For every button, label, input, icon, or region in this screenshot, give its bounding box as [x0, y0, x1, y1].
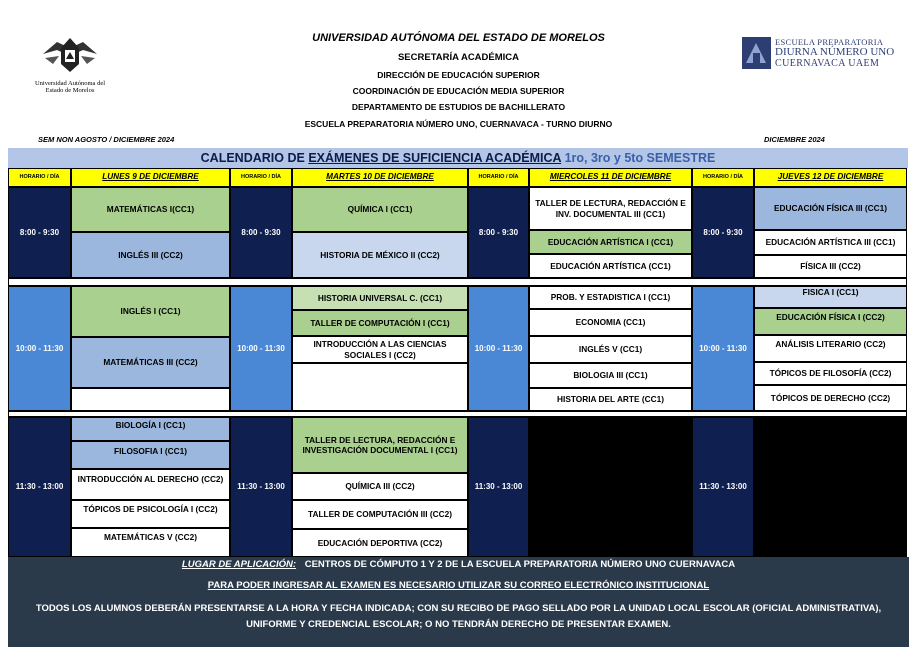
exam-cell: PROB. Y ESTADISTICA I (CC1) — [529, 286, 692, 309]
exam-cell: TALLER DE LECTURA, REDACCIÓN E INV. DOCUMENTAL III (CC1) — [529, 187, 692, 230]
exam-cell: ANÁLISIS LITERARIO (CC2) — [754, 335, 907, 362]
exam-cell: FISICA I (CC1) — [754, 286, 907, 308]
uaem-logo-text-2: Estado de Morelos — [45, 86, 95, 94]
day-header-monday: LUNES 9 DE DICIEMBRE — [71, 168, 230, 187]
exam-cell: BIOLOGÍA I (CC1) — [71, 417, 230, 441]
time-slot-1-thu: 8:00 - 9:30 — [692, 187, 754, 278]
exam-cell: EDUCACIÓN ARTÍSTICA I (CC1) — [529, 230, 692, 254]
horario-header-1: HORARIO / DÍA — [8, 168, 71, 187]
exam-cell: MATEMÁTICAS V (CC2) — [71, 528, 230, 557]
day-header-tuesday: MARTES 10 DE DICIEMBRE — [292, 168, 468, 187]
exam-cell: QUÍMICA III (CC2) — [292, 473, 468, 500]
uaem-logo-text: Universidad Autónoma del — [34, 80, 106, 87]
exam-cell: HISTORIA UNIVERSAL C. (CC1) — [292, 286, 468, 310]
title-suffix: 1ro, 3ro y 5to SEMESTRE — [561, 151, 716, 165]
exam-cell: INTRODUCCIÓN AL DERECHO (CC2) — [71, 469, 230, 500]
blocked-cell — [529, 417, 692, 557]
secretaria: SECRETARÍA ACADÉMICA — [397, 52, 520, 63]
exam-cell: EDUCACIÓN ARTÍSTICA (CC1) — [529, 254, 692, 278]
exam-cell: INGLÉS I (CC1) — [71, 286, 230, 337]
time-slot-1-wed: 8:00 - 9:30 — [468, 187, 529, 278]
exam-cell: EDUCACIÓN FÍSICA I (CC2) — [754, 308, 907, 335]
month-label: DICIEMBRE 2024 — [764, 135, 825, 144]
exam-cell: TÓPICOS DE DERECHO (CC2) — [754, 385, 907, 411]
semester-label: SEM NON AGOSTO / DICIEMBRE 2024 — [38, 135, 175, 144]
time-slot-2-thu: 10:00 - 11:30 — [692, 286, 754, 411]
requirements-notice: TODOS LOS ALUMNOS DEBERÁN PRESENTARSE A LA HORA Y FECHA INDICADA; CON SU RECIBO DE PAGO SELLADO POR LA UNIDAD LOCAL ESCOLAR (OFICIAL ADMINISTRATIVA), UNIFORME Y CREDENCIAL ESCOLAR; O NO TENDRÁN DERECHO DE PRESENTAR EXAMEN. — [35, 603, 882, 630]
time-slot-3-mon: 11:30 - 13:00 — [8, 417, 71, 557]
exam-cell: EDUCACIÓN FÍSICA III (CC1) — [754, 187, 907, 230]
application-place — [8, 559, 909, 570]
exam-cell: TALLER DE COMPUTACIÓN I (CC1) — [292, 310, 468, 336]
exam-cell: INGLÉS III (CC2) — [71, 232, 230, 278]
time-slot-2-tue: 10:00 - 11:30 — [230, 286, 292, 411]
prepa-logo-line2: DIURNA NÚMERO UNO — [775, 46, 895, 58]
exam-cell: INGLÉS V (CC1) — [529, 336, 692, 363]
prepa-logo-line3: CUERNAVACA UAEM — [775, 58, 880, 69]
email-notice: PARA PODER INGRESAR AL EXAMEN ES NECESARIO UTILIZAR SU CORREO ELECTRÓNICO INSTITUCIONAL — [207, 580, 710, 591]
exam-cell: HISTORIA DEL ARTE (CC1) — [529, 388, 692, 411]
title-prefix: CALENDARIO DE — [200, 151, 309, 165]
time-slot-3-thu: 11:30 - 13:00 — [692, 417, 754, 557]
prepa-logo-line1: ESCUELA PREPARATORIA — [775, 37, 884, 47]
horario-header-3: HORARIO / DÍA — [468, 168, 529, 187]
place-text: CENTROS DE CÓMPUTO 1 Y 2 DE LA ESCUELA PREPARATORIA NÚMERO UNO CUERNAVACA — [304, 559, 736, 570]
exam-cell: MATEMÁTICAS III (CC2) — [71, 337, 230, 388]
place-label: LUGAR DE APLICACIÓN: — [181, 559, 297, 570]
day-header-thursday: JUEVES 12 DE DICIEMBRE — [754, 168, 907, 187]
departamento: DEPARTAMENTO DE ESTUDIOS DE BACHILLERATO — [351, 102, 566, 112]
time-slot-3-tue: 11:30 - 13:00 — [230, 417, 292, 557]
horario-header-4: HORARIO / DÍA — [692, 168, 754, 187]
exam-cell: HISTORIA DE MÉXICO II (CC2) — [292, 232, 468, 278]
exam-cell: ECONOMIA (CC1) — [529, 309, 692, 336]
escuela: ESCUELA PREPARATORIA NÚMERO UNO, CUERNAVACA - TURNO DIURNO — [304, 119, 613, 129]
exam-cell: TÓPICOS DE PSICOLOGÍA I (CC2) — [71, 500, 230, 528]
empty-cell — [71, 388, 230, 411]
direccion: DIRECCIÓN DE EDUCACIÓN SUPERIOR — [377, 70, 540, 80]
exam-cell: TALLER DE LECTURA, REDACCIÓN E INVESTIGACIÓN DOCUMENTAL I (CC1) — [292, 417, 468, 473]
exam-cell: EDUCACIÓN ARTÍSTICA III (CC1) — [754, 230, 907, 255]
time-slot-3-wed: 11:30 - 13:00 — [468, 417, 529, 557]
time-slot-1-mon: 8:00 - 9:30 — [8, 187, 71, 278]
exam-cell: QUÍMICA I (CC1) — [292, 187, 468, 232]
calendar-title — [8, 148, 908, 168]
exam-cell: TALLER DE COMPUTACIÓN III (CC2) — [292, 500, 468, 529]
time-slot-2-wed: 10:00 - 11:30 — [468, 286, 529, 411]
empty-cell — [292, 363, 468, 411]
exam-cell: INTRODUCCIÓN A LAS CIENCIAS SOCIALES I (CC2) — [292, 336, 468, 363]
exam-cell: TÓPICOS DE FILOSOFÍA (CC2) — [754, 362, 907, 385]
title-underlined: EXÁMENES DE SUFICIENCIA ACADÉMICA — [308, 151, 562, 165]
exam-cell: BIOLOGIA III (CC1) — [529, 363, 692, 388]
exam-cell: MATEMÁTICAS I(CC1) — [71, 187, 230, 232]
time-slot-2-mon: 10:00 - 11:30 — [8, 286, 71, 411]
exam-cell: FILOSOFIA I (CC1) — [71, 441, 230, 469]
coordinacion: COORDINACIÓN DE EDUCACIÓN MEDIA SUPERIOR — [352, 86, 565, 96]
exam-cell: FÍSICA III (CC2) — [754, 255, 907, 278]
time-slot-1-tue: 8:00 - 9:30 — [230, 187, 292, 278]
university-title: UNIVERSIDAD AUTÓNOMA DEL ESTADO DE MORELOS — [312, 32, 605, 44]
row-separator — [8, 278, 907, 286]
blocked-cell — [754, 417, 907, 557]
exam-cell: EDUCACIÓN DEPORTIVA (CC2) — [292, 529, 468, 557]
day-header-wednesday: MIERCOLES 11 DE DICIEMBRE — [529, 168, 692, 187]
horario-header-2: HORARIO / DÍA — [230, 168, 292, 187]
